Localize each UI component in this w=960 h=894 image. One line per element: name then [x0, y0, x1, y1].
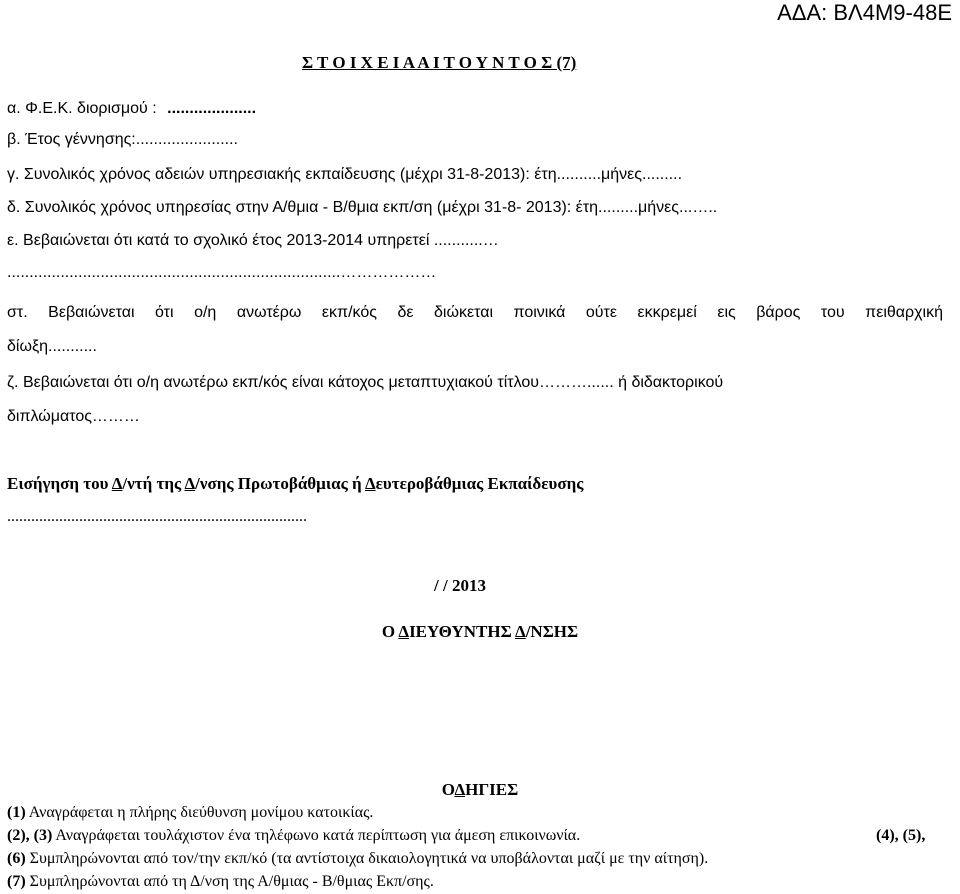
instruction-note-4-number: (7) — [7, 873, 26, 890]
instruction-note-3 — [7, 850, 708, 868]
recommendation-middle-2: /νσης Πρωτοβάθμιας ή — [195, 474, 365, 493]
item-z-line1: ζ. Βεβαιώνεται ότι ο/η ανωτέρω εκπ/κός είναι κάτοχος μεταπτυχιακού τίτλου………...... ή διδακτορικού — [7, 374, 724, 391]
recommendation-underlined-2: Δ — [184, 474, 196, 493]
item-st-line2: δίωξη........... — [7, 338, 97, 355]
ada-code: ΑΔΑ: ΒΛ4Μ9-48Ε — [777, 0, 952, 25]
item-d: δ. Συνολικός χρόνος υπηρεσίας στην Α/θμια - Β/θμια εκπ/ση (μέχρι 31-8- 2013): έτη.........μήνες...….. — [7, 199, 718, 216]
director-title — [0, 622, 960, 642]
instructions-title-d: Δ — [454, 780, 466, 799]
instruction-note-4-text: Συμπληρώνονται από τη Δ/νση της Α/θμιας - Β/θμιας Εκπ/σης. — [25, 873, 434, 890]
recommendation-middle-1: /ντή της — [122, 474, 185, 493]
instruction-note-2-number: (2), (3) — [7, 827, 53, 844]
instruction-note-4 — [7, 873, 434, 891]
section-title: Σ Τ Ο Ι Χ Ε Ι Α Α Ι Τ Ο Υ Ν Τ Ο Σ (7) — [302, 53, 577, 72]
item-st-line1: στ. Βεβαιώνεται ότι ο/η ανωτέρω εκπ/κός δε διώκεται ποινικά ούτε εκκρεμεί εις βάρος του πειθαρχική — [7, 304, 943, 321]
director-suffix: /ΝΣΗΣ — [525, 622, 579, 641]
date-line: / / 2013 — [434, 576, 486, 595]
item-b: β. Έτος γέννησης:....................... — [7, 131, 238, 148]
director-underlined-1: Δ — [398, 622, 410, 641]
instruction-note-1 — [7, 804, 373, 822]
instructions-title — [0, 780, 960, 800]
instruction-note-2 — [7, 827, 580, 845]
item-e: ε. Βεβαιώνεται ότι κατά το σχολικό έτος 2013-2014 υπηρετεί ...........… — [7, 232, 499, 249]
recommendation-suffix: ευτεροβάθμιας Εκπαίδευσης — [375, 474, 584, 493]
recommendation-underlined-3: Δ — [364, 474, 376, 493]
item-g: γ. Συνολικός χρόνος αδειών υπηρεσιακής εκπαίδευσης (μέχρι 31-8-2013): έτη..........μήνες......... — [7, 166, 683, 183]
item-e-continuation: ...........................................................................……………… — [7, 264, 437, 281]
item-z-line2: διπλώματος……… — [7, 408, 140, 425]
director-prefix: Ο — [381, 622, 399, 641]
recommendation-underlined-1: Δ — [111, 474, 123, 493]
instruction-note-2-tail: (4), (5), — [876, 827, 926, 844]
instructions-title-rest: ΗΓΙΕΣ — [465, 780, 519, 799]
director-underlined-2: Δ — [515, 622, 526, 641]
item-a-label: α. Φ.Ε.Κ. διορισμού : — [7, 100, 157, 117]
instruction-note-3-text: Συμπληρώνονται από τον/την εκπ/κό (τα αντίστοιχα δικαιολογητικά να υποβάλονται μαζί με την αίτηση). — [25, 850, 709, 867]
director-middle: ΙΕΥΘΥΝΤΗΣ — [409, 622, 516, 641]
recommendation-prefix: Εισήγηση του — [7, 474, 112, 493]
instruction-note-1-text: Αναγράφεται η πλήρης διεύθυνση μονίμου κατοικίας. — [25, 804, 374, 821]
item-a-dots: .................... — [167, 100, 257, 117]
recommendation-heading — [7, 474, 583, 494]
instruction-note-3-number: (6) — [7, 850, 26, 867]
instruction-note-2-text: Αναγράφεται τουλάχιστον ένα τηλέφωνο κατά περίπτωση για άμεση επικοινωνία. — [52, 827, 581, 844]
recommendation-dots: ........................................................................... — [7, 508, 307, 525]
instruction-note-1-number: (1) — [7, 804, 26, 821]
item-a — [7, 100, 256, 118]
instructions-title-o: Ο — [441, 780, 455, 799]
